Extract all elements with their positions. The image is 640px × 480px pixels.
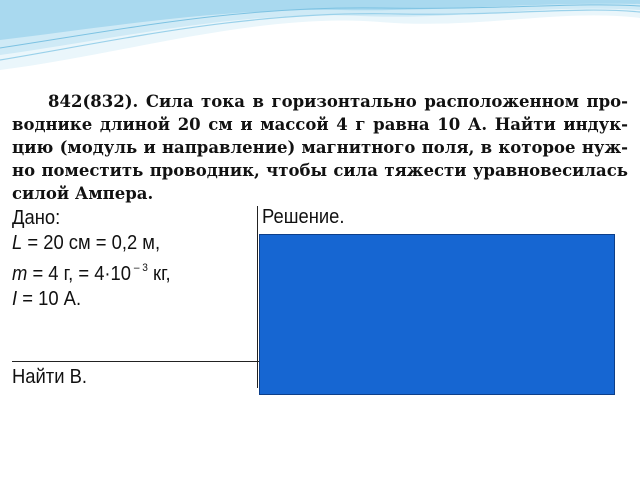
mass-unit: кг, <box>147 263 171 285</box>
mass-exponent: – 3 <box>131 262 148 274</box>
solution-label: Решение. <box>262 206 345 228</box>
decorative-header-wave <box>0 0 640 75</box>
length-symbol: L <box>12 232 23 254</box>
find-label: Найти B. <box>12 366 88 388</box>
horizontal-divider <box>12 361 259 362</box>
given-current <box>12 287 171 312</box>
length-value: = 20 см = 0,2 м, <box>22 232 161 254</box>
solution-cover-box[interactable] <box>259 234 615 395</box>
problem-number: 842(832). <box>48 92 139 111</box>
problem-statement <box>12 90 628 205</box>
given-mass <box>12 256 171 287</box>
given-heading: Дано: <box>12 207 61 229</box>
current-value: = 10 А. <box>17 288 82 310</box>
problem-text: Сила тока в горизонтально расположенном про-водникe длиной 20 см и массой 4 г равна 10 А. Найти индук-цию (модуль и направление) магнитного поля, в которое нуж-но поместить проводник, чтобы сила тяжести уравновесилась силой Ампера. <box>12 92 629 203</box>
mass-symbol: m <box>12 263 28 285</box>
given-length <box>12 231 171 256</box>
current-symbol: I <box>12 288 18 310</box>
given-block <box>12 206 171 312</box>
mass-value: = 4 г, = 4·10 <box>27 263 132 285</box>
